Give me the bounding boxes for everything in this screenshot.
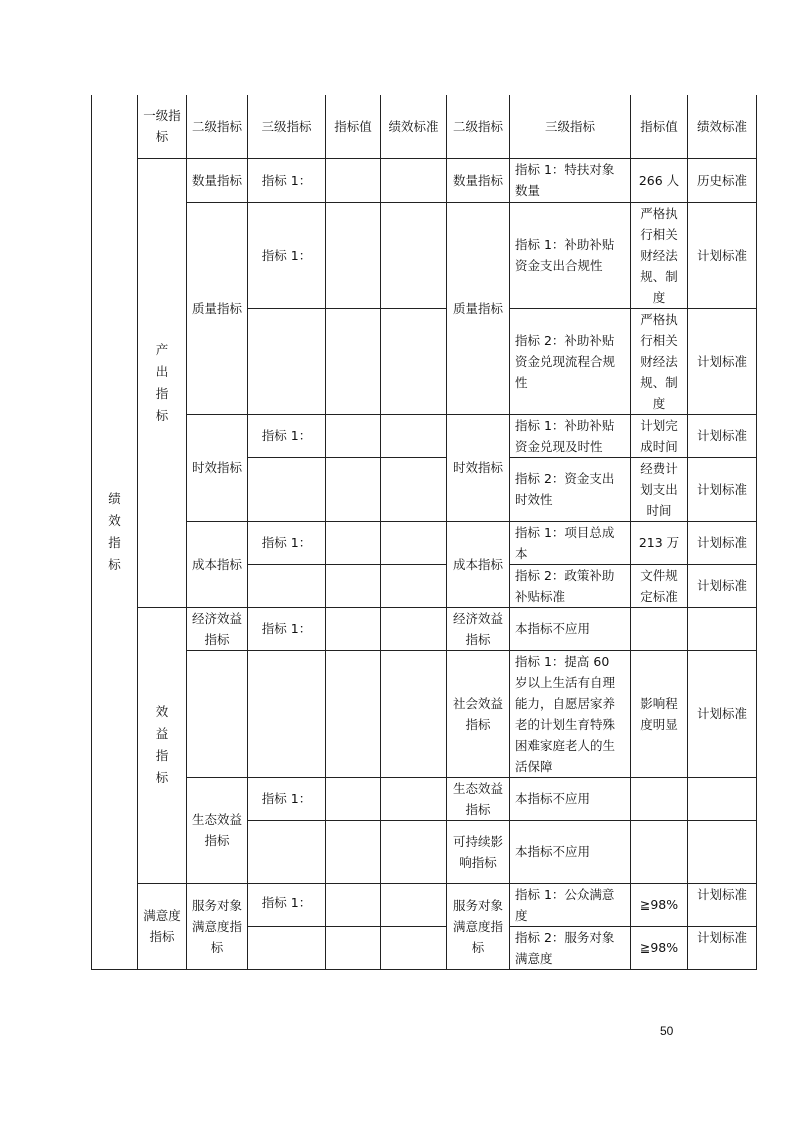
header-valueb: 指标值 [631, 95, 688, 158]
performance-indicator-table [91, 95, 757, 970]
table-row [92, 521, 757, 564]
header-lvl3: 三级指标 [248, 95, 326, 158]
empty-cell [187, 650, 248, 777]
social-value: 影响程度明显 [631, 650, 688, 777]
satisfaction-l3b: 指标 1：公众满意度 [510, 883, 631, 926]
empty-cell [248, 650, 326, 777]
empty-cell [248, 820, 326, 883]
table-row [92, 414, 757, 457]
table-row [92, 607, 757, 650]
cost-l2: 成本指标 [187, 521, 248, 607]
empty-cell [381, 883, 447, 926]
benefit-label-cell [138, 607, 187, 883]
header-lvl2b: 二级指标 [447, 95, 510, 158]
quality-l3b: 指标 1：补助补贴资金支出合规性 [510, 202, 631, 308]
empty-cell [326, 777, 381, 820]
empty-cell [381, 308, 447, 414]
header-standardb: 绩效标准 [688, 95, 757, 158]
cost-standard: 计划标准 [688, 564, 757, 607]
table-row [92, 777, 757, 820]
satisfaction-value: ≧98% [631, 926, 688, 969]
timeliness-l3b: 指标 1：补助补贴资金兑现及时性 [510, 414, 631, 457]
quality-value: 严格执行相关财经法规、制度 [631, 308, 688, 414]
empty-cell [326, 650, 381, 777]
empty-cell [326, 926, 381, 969]
empty-cell [688, 777, 757, 820]
timeliness-l2b: 时效指标 [447, 414, 510, 521]
quantity-l3: 指标 1： [248, 158, 326, 202]
economic-l2b: 经济效益指标 [447, 607, 510, 650]
empty-cell [381, 457, 447, 521]
timeliness-l3: 指标 1： [248, 414, 326, 457]
empty-cell [326, 414, 381, 457]
quality-l3: 指标 1： [248, 202, 326, 308]
quality-l3b: 指标 2：补助补贴资金兑现流程合规性 [510, 308, 631, 414]
satisfaction-label: 满意度指标 [138, 883, 187, 969]
empty-cell [381, 202, 447, 308]
table-row [92, 883, 757, 926]
outer-label-cell [92, 95, 138, 969]
timeliness-l3b: 指标 2：资金支出时效性 [510, 457, 631, 521]
satisfaction-l3: 指标 1： [248, 883, 326, 926]
ecological-l2b: 生态效益指标 [447, 777, 510, 820]
benefit-label: 效益指标 [155, 704, 169, 785]
empty-cell [381, 820, 447, 883]
timeliness-standard: 计划标准 [688, 414, 757, 457]
empty-cell [326, 883, 381, 926]
satisfaction-l3b: 指标 2：服务对象满意度 [510, 926, 631, 969]
table-row [92, 650, 757, 777]
social-standard: 计划标准 [688, 650, 757, 777]
quantity-standard: 历史标准 [688, 158, 757, 202]
empty-cell [248, 308, 326, 414]
empty-cell [248, 926, 326, 969]
cost-value: 213 万 [631, 521, 688, 564]
quantity-l3b: 指标 1：特扶对象数量 [510, 158, 631, 202]
empty-cell [381, 926, 447, 969]
empty-cell [326, 308, 381, 414]
table-row [92, 158, 757, 202]
timeliness-standard: 计划标准 [688, 457, 757, 521]
empty-cell [248, 457, 326, 521]
empty-cell [688, 820, 757, 883]
cost-l3b: 指标 2：政策补助补贴标准 [510, 564, 631, 607]
quantity-l2: 数量指标 [187, 158, 248, 202]
ecological-l2: 生态效益指标 [187, 777, 248, 883]
empty-cell [326, 607, 381, 650]
empty-cell [326, 457, 381, 521]
header-value: 指标值 [326, 95, 381, 158]
empty-cell [326, 564, 381, 607]
economic-l2: 经济效益指标 [187, 607, 248, 650]
satisfaction-value: ≧98% [631, 883, 688, 926]
page-number: 50 [660, 1024, 674, 1038]
cost-l3: 指标 1： [248, 521, 326, 564]
empty-cell [381, 158, 447, 202]
cost-l3b: 指标 1：项目总成本 [510, 521, 631, 564]
empty-cell [381, 414, 447, 457]
sustainable-l3b: 本指标不应用 [510, 820, 631, 883]
table-row [92, 202, 757, 308]
social-l3b: 指标 1：提高 60 岁以上生活有自理能力，自愿居家养老的计划生育特殊困难家庭老人的生活保障 [510, 650, 631, 777]
quality-l2: 质量指标 [187, 202, 248, 414]
social-l2b: 社会效益指标 [447, 650, 510, 777]
economic-standard [688, 607, 757, 650]
timeliness-value: 计划完成时间 [631, 414, 688, 457]
empty-cell [381, 777, 447, 820]
empty-cell [248, 564, 326, 607]
quality-l2b: 质量指标 [447, 202, 510, 414]
cost-standard: 计划标准 [688, 521, 757, 564]
empty-cell [381, 607, 447, 650]
economic-l3b: 本指标不应用 [510, 607, 631, 650]
quantity-l2b: 数量指标 [447, 158, 510, 202]
cost-l2b: 成本指标 [447, 521, 510, 607]
satisfaction-l2: 服务对象满意度指标 [187, 883, 248, 969]
empty-cell [381, 564, 447, 607]
header-lvl2: 二级指标 [187, 95, 248, 158]
outer-label: 绩效指标 [108, 490, 121, 572]
empty-cell [326, 202, 381, 308]
header-standard: 绩效标准 [381, 95, 447, 158]
empty-cell [326, 158, 381, 202]
output-label-cell [138, 158, 187, 607]
output-label: 产出指标 [155, 341, 169, 423]
ecological-l3: 指标 1： [248, 777, 326, 820]
empty-cell [631, 820, 688, 883]
table-header-row [92, 95, 757, 158]
empty-cell [326, 820, 381, 883]
satisfaction-standard: 计划标准 [688, 926, 757, 969]
economic-l3: 指标 1： [248, 607, 326, 650]
header-lvl3b: 三级指标 [510, 95, 631, 158]
satisfaction-standard: 计划标准 [688, 883, 757, 926]
timeliness-value: 经费计划支出时间 [631, 457, 688, 521]
quality-standard: 计划标准 [688, 308, 757, 414]
quality-standard: 计划标准 [688, 202, 757, 308]
economic-value [631, 607, 688, 650]
header-lvl1: 一级指标 [138, 95, 187, 158]
empty-cell [381, 521, 447, 564]
empty-cell [631, 777, 688, 820]
satisfaction-l2b: 服务对象满意度指标 [447, 883, 510, 969]
timeliness-l2: 时效指标 [187, 414, 248, 521]
sustainable-l2b: 可持续影响指标 [447, 820, 510, 883]
ecological-l3b: 本指标不应用 [510, 777, 631, 820]
cost-value: 文件规定标准 [631, 564, 688, 607]
quality-value: 严格执行相关财经法规、制度 [631, 202, 688, 308]
quantity-value: 266 人 [631, 158, 688, 202]
empty-cell [326, 521, 381, 564]
empty-cell [381, 650, 447, 777]
